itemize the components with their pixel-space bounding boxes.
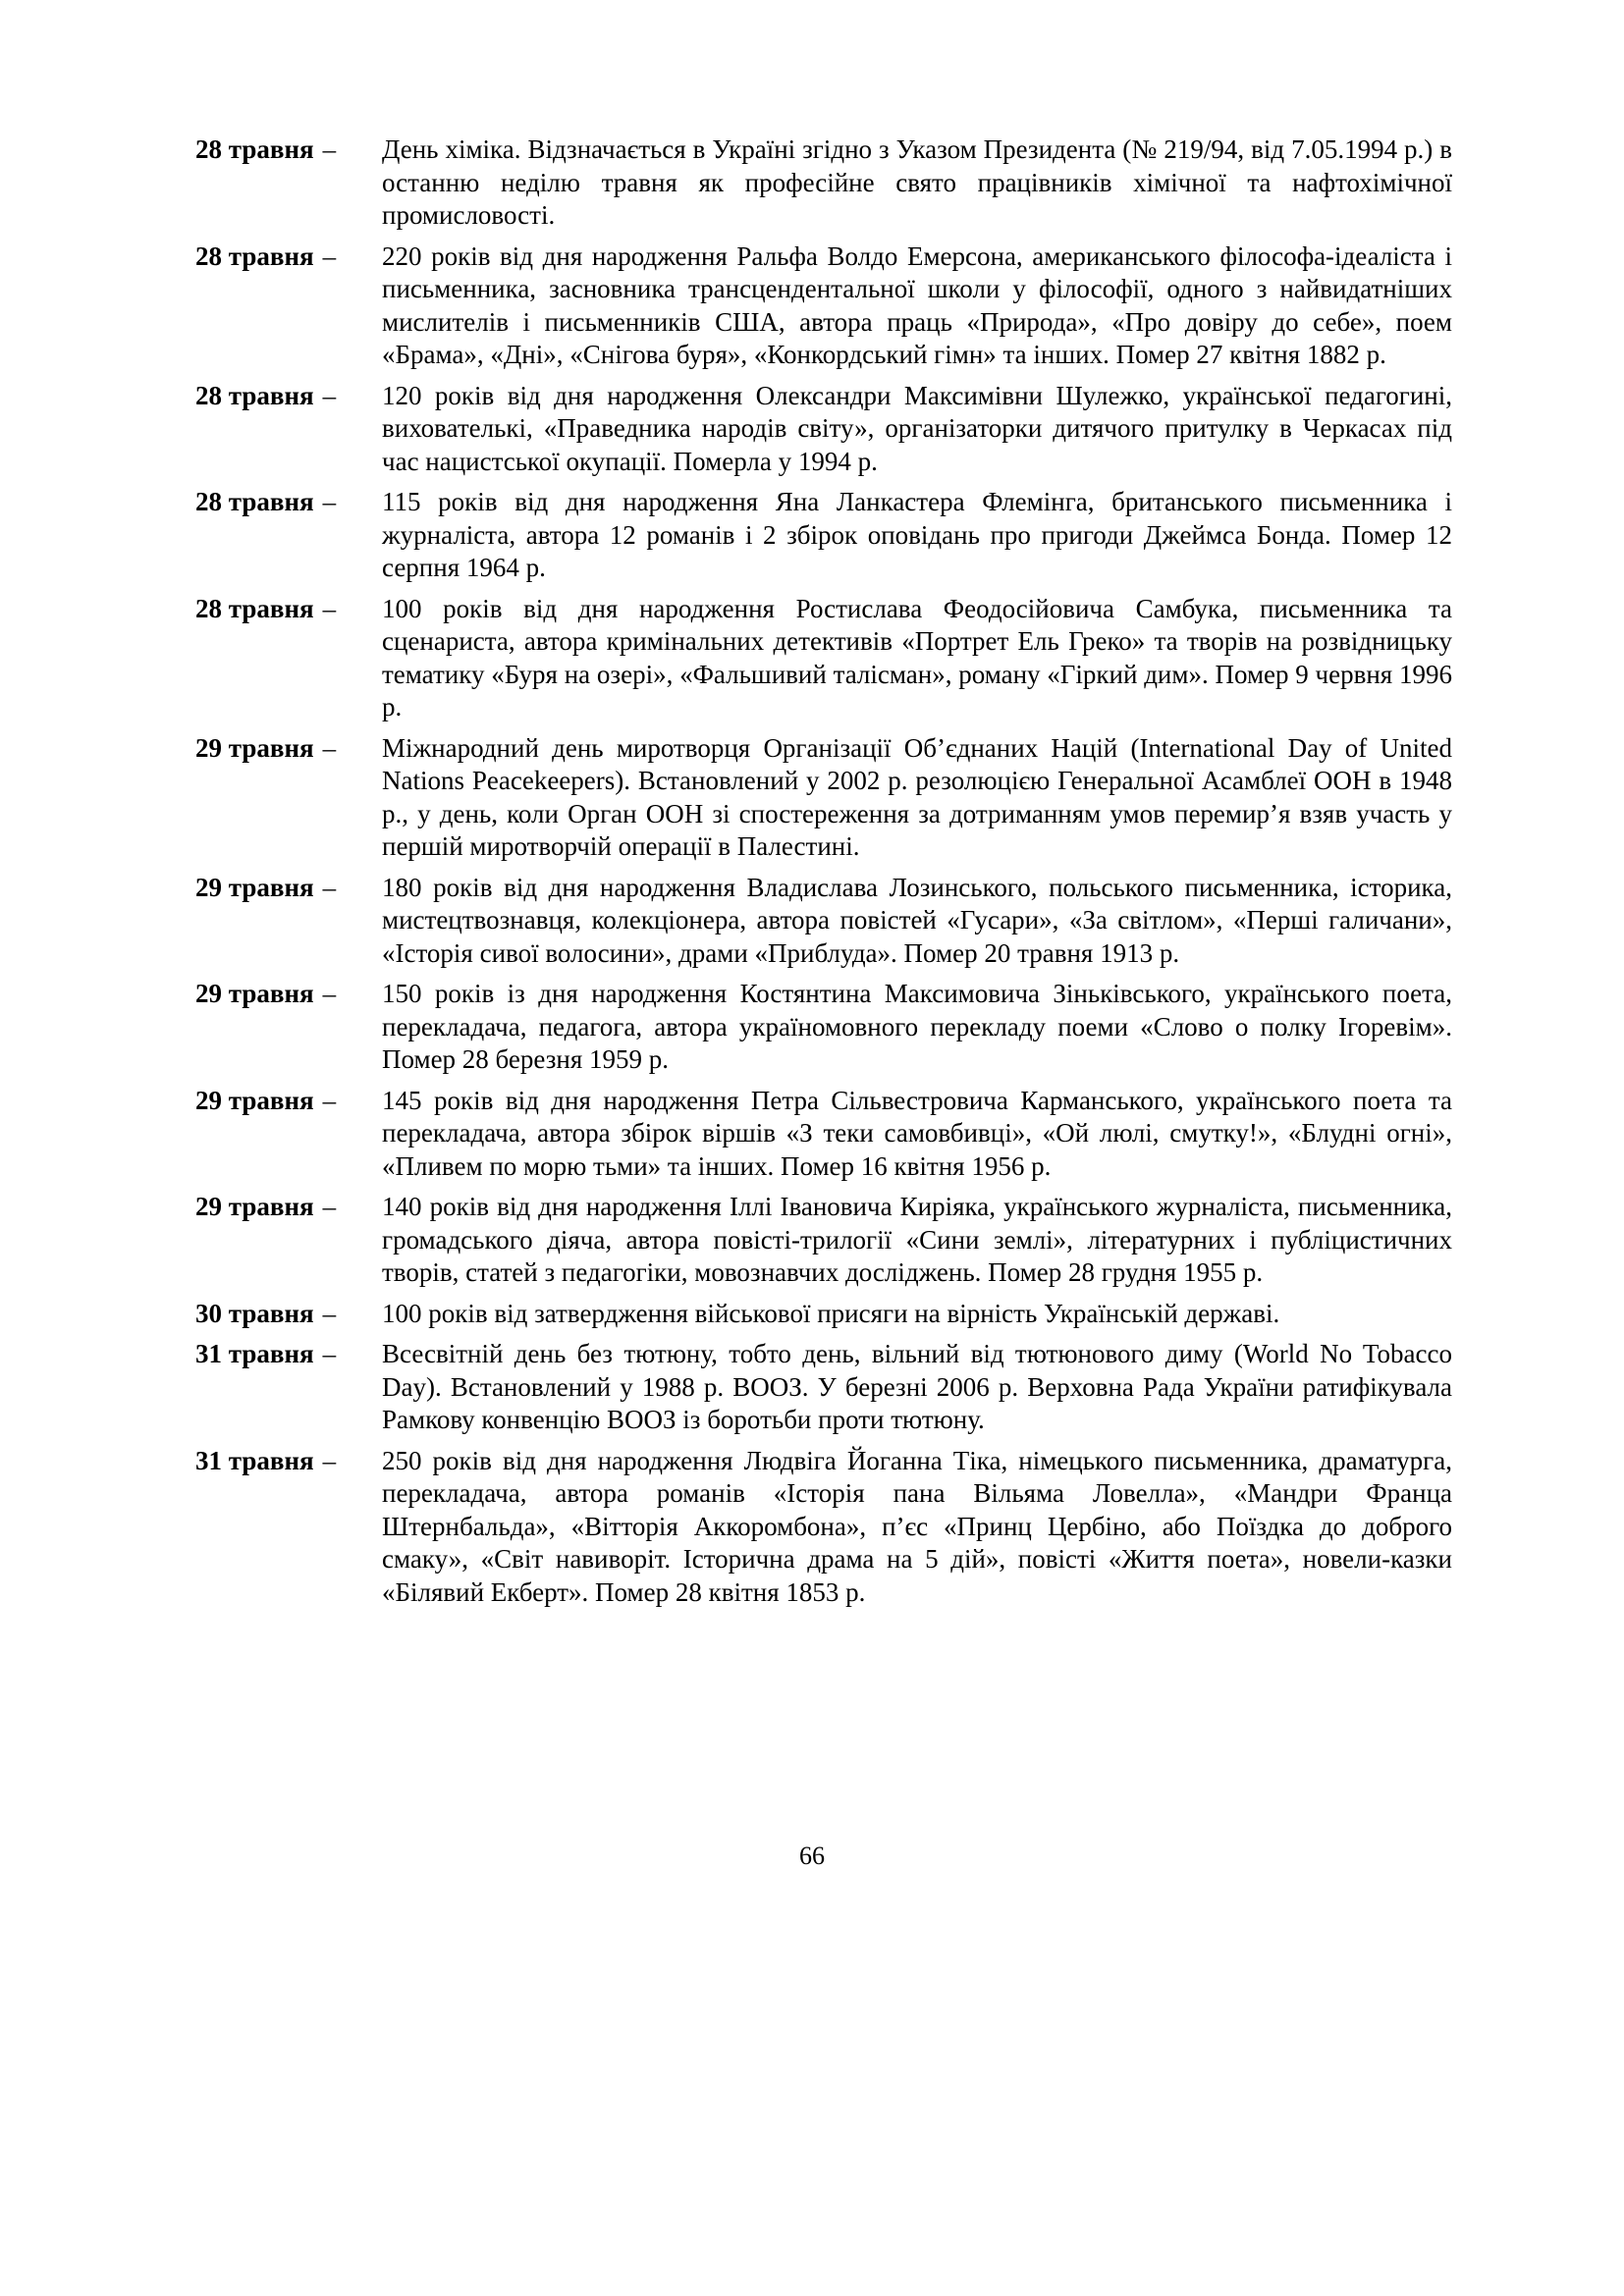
entry-heading: [195, 732, 336, 766]
entry-text: 100 років від затвердження військової присяги на вірність Українській державі.: [382, 1298, 1280, 1328]
entry-date: 30 травня: [195, 1298, 314, 1328]
entry-dash: –: [322, 1339, 337, 1368]
calendar-entry: [195, 1191, 1452, 1290]
entry-dash: –: [322, 1192, 337, 1221]
calendar-entry: [195, 872, 1452, 971]
entry-heading: [195, 1445, 336, 1478]
calendar-entry: [195, 1298, 1452, 1331]
entry-dash: –: [322, 732, 337, 763]
entry-heading: [195, 486, 336, 519]
entry-heading: [195, 133, 336, 167]
entry-heading: [195, 1085, 336, 1118]
entry-text: Всесвітній день без тютюну, тобто день, вільний від тютюнового диму (World No Tobacco Day). Встановлений у 1988 р. ВООЗ. У березні 2006 р. Верховна Рада України ратифікувала Рамкову конвенцію ВООЗ із боротьби проти тютюну.: [382, 1339, 1452, 1434]
entry-text: 145 років від дня народження Петра Сільвестровича Карманського, українського поета та перекладача, автора збірок віршів «З теки самовбивці», «Ой люлі, смутку!», «Блудні огні», «Пливем по морю тьми» та інших. Помер 16 квітня 1956 р.: [382, 1085, 1452, 1181]
entry-date: 28 травня: [195, 380, 314, 410]
entry-heading: [195, 240, 336, 274]
entry-heading: [195, 1191, 336, 1224]
entry-text: 140 років від дня народження Іллі Івановича Киріяка, українського журналіста, письменника, громадського діяча, автора повісті-трилогії «Сини землі», літературних і публіцистичних творів, статей з педагогіки, мовознавчих досліджень. Помер 28 грудня 1955 р.: [382, 1192, 1452, 1287]
entry-date: 29 травня: [195, 979, 314, 1008]
entry-heading: [195, 593, 336, 626]
entry-heading: [195, 978, 336, 1011]
entry-dash: –: [322, 872, 337, 902]
entry-text: День хіміка. Відзначається в Україні згідно з Указом Президента (№ 219/94, від 7.05.1994 р.) в останню неділю травня як професійне свято працівників хімічної та нафтохімічної промисловості.: [382, 134, 1452, 230]
entry-date: 28 травня: [195, 487, 314, 516]
entry-text: 150 років із дня народження Костянтина Максимовича Зіньківського, українського поета, перекладача, педагога, автора україномовного перекладу поеми «Слово о полку Ігоревім». Помер 28 березня 1959 р.: [382, 979, 1452, 1074]
entry-date: 31 травня: [195, 1445, 314, 1475]
page-number: 66: [799, 1842, 825, 1870]
document-body: [195, 133, 1452, 1617]
entry-date: 28 травня: [195, 593, 314, 623]
calendar-entry: [195, 1445, 1452, 1610]
entry-dash: –: [322, 1298, 337, 1328]
entry-text: 250 років від дня народження Людвіга Йоганна Тіка, німецького письменника, драматурга, перекладача, автора романів «Історія пана Вільяма Ловелла», «Мандри Франца Штернбальда», «Вітторія Аккоромбона», п’єс «Принц Цербіно, або Поїздка до доброго смаку», «Світ навиворіт. Історична драма на 5 дій», повісті «Життя поета», новели-казки «Білявий Екберт». Помер 28 квітня 1853 р.: [382, 1445, 1452, 1607]
calendar-entry: [195, 1085, 1452, 1184]
entry-date: 31 травня: [195, 1339, 314, 1368]
calendar-entry: [195, 380, 1452, 479]
entry-date: 29 травня: [195, 732, 314, 763]
entry-date: 28 травня: [195, 134, 314, 164]
calendar-entry: [195, 978, 1452, 1077]
entry-dash: –: [322, 1445, 337, 1475]
entry-dash: –: [322, 1085, 337, 1115]
entry-date: 28 травня: [195, 240, 314, 271]
calendar-entry: [195, 133, 1452, 233]
entry-dash: –: [322, 134, 337, 164]
entry-heading: [195, 380, 336, 413]
entry-dash: –: [322, 240, 337, 271]
entry-heading: [195, 872, 336, 905]
entry-heading: [195, 1298, 336, 1331]
calendar-entry: [195, 593, 1452, 724]
entry-date: 29 травня: [195, 1192, 314, 1221]
entry-date: 29 травня: [195, 872, 314, 902]
entry-dash: –: [322, 380, 337, 410]
calendar-entry: [195, 1338, 1452, 1437]
entry-text: 220 років від дня народження Ральфа Волдо Емерсона, американського філософа-ідеаліста і письменника, засновника трансцендентальної школи у філософії, одного з найвидатніших мислителів і письменників США, автора праць «Природа», «Про довіру до себе», поем «Брама», «Дні», «Снігова буря», «Конкордський гімн» та інших. Помер 27 квітня 1882 р.: [382, 240, 1452, 369]
entry-text: 120 років від дня народження Олександри Максимівни Шулежко, української педагогині, вихователькі, «Праведника народів світу», організаторки дитячого притулку в Черкасах під час нацистської окупації. Померла у 1994 р.: [382, 380, 1452, 476]
entry-dash: –: [322, 979, 337, 1008]
entry-heading: [195, 1338, 336, 1371]
entry-date: 29 травня: [195, 1085, 314, 1115]
entry-text: 100 років від дня народження Ростислава Феодосійовича Самбука, письменника та сценариста, автора кримінальних детективів «Портрет Ель Греко» та творів на розвідницьку тематику «Буря на озері», «Фальшивий талісман», роману «Гіркий дим». Помер 9 червня 1996 р.: [382, 593, 1452, 721]
calendar-entry: [195, 240, 1452, 372]
entry-dash: –: [322, 593, 337, 623]
calendar-entry: [195, 732, 1452, 864]
entry-text: Міжнародний день миротворця Організації Об’єднаних Націй (International Day of United Nations Peacekeepers). Встановлений у 2002 р. резолюцією Генеральної Асамблеї ООН в 1948 р., у день, коли Орган ООН зі спостереження за дотриманням умов перемир’я взяв участь у першій миротворчій операції в Палестині.: [382, 732, 1452, 861]
entry-text: 115 років від дня народження Яна Ланкастера Флемінга, британського письменника і журналіста, автора 12 романів і 2 збірок оповідань про пригоди Джеймса Бонда. Помер 12 серпня 1964 р.: [382, 487, 1452, 582]
entry-dash: –: [322, 487, 337, 516]
entry-text: 180 років від дня народження Владислава Лозинського, польського письменника, історика, мистецтвознавця, колекціонера, автора повістей «Гусари», «За світлом», «Перші галичани», «Історія сивої волосини», драми «Приблуда». Помер 20 травня 1913 р.: [382, 872, 1452, 968]
calendar-entry: [195, 486, 1452, 585]
